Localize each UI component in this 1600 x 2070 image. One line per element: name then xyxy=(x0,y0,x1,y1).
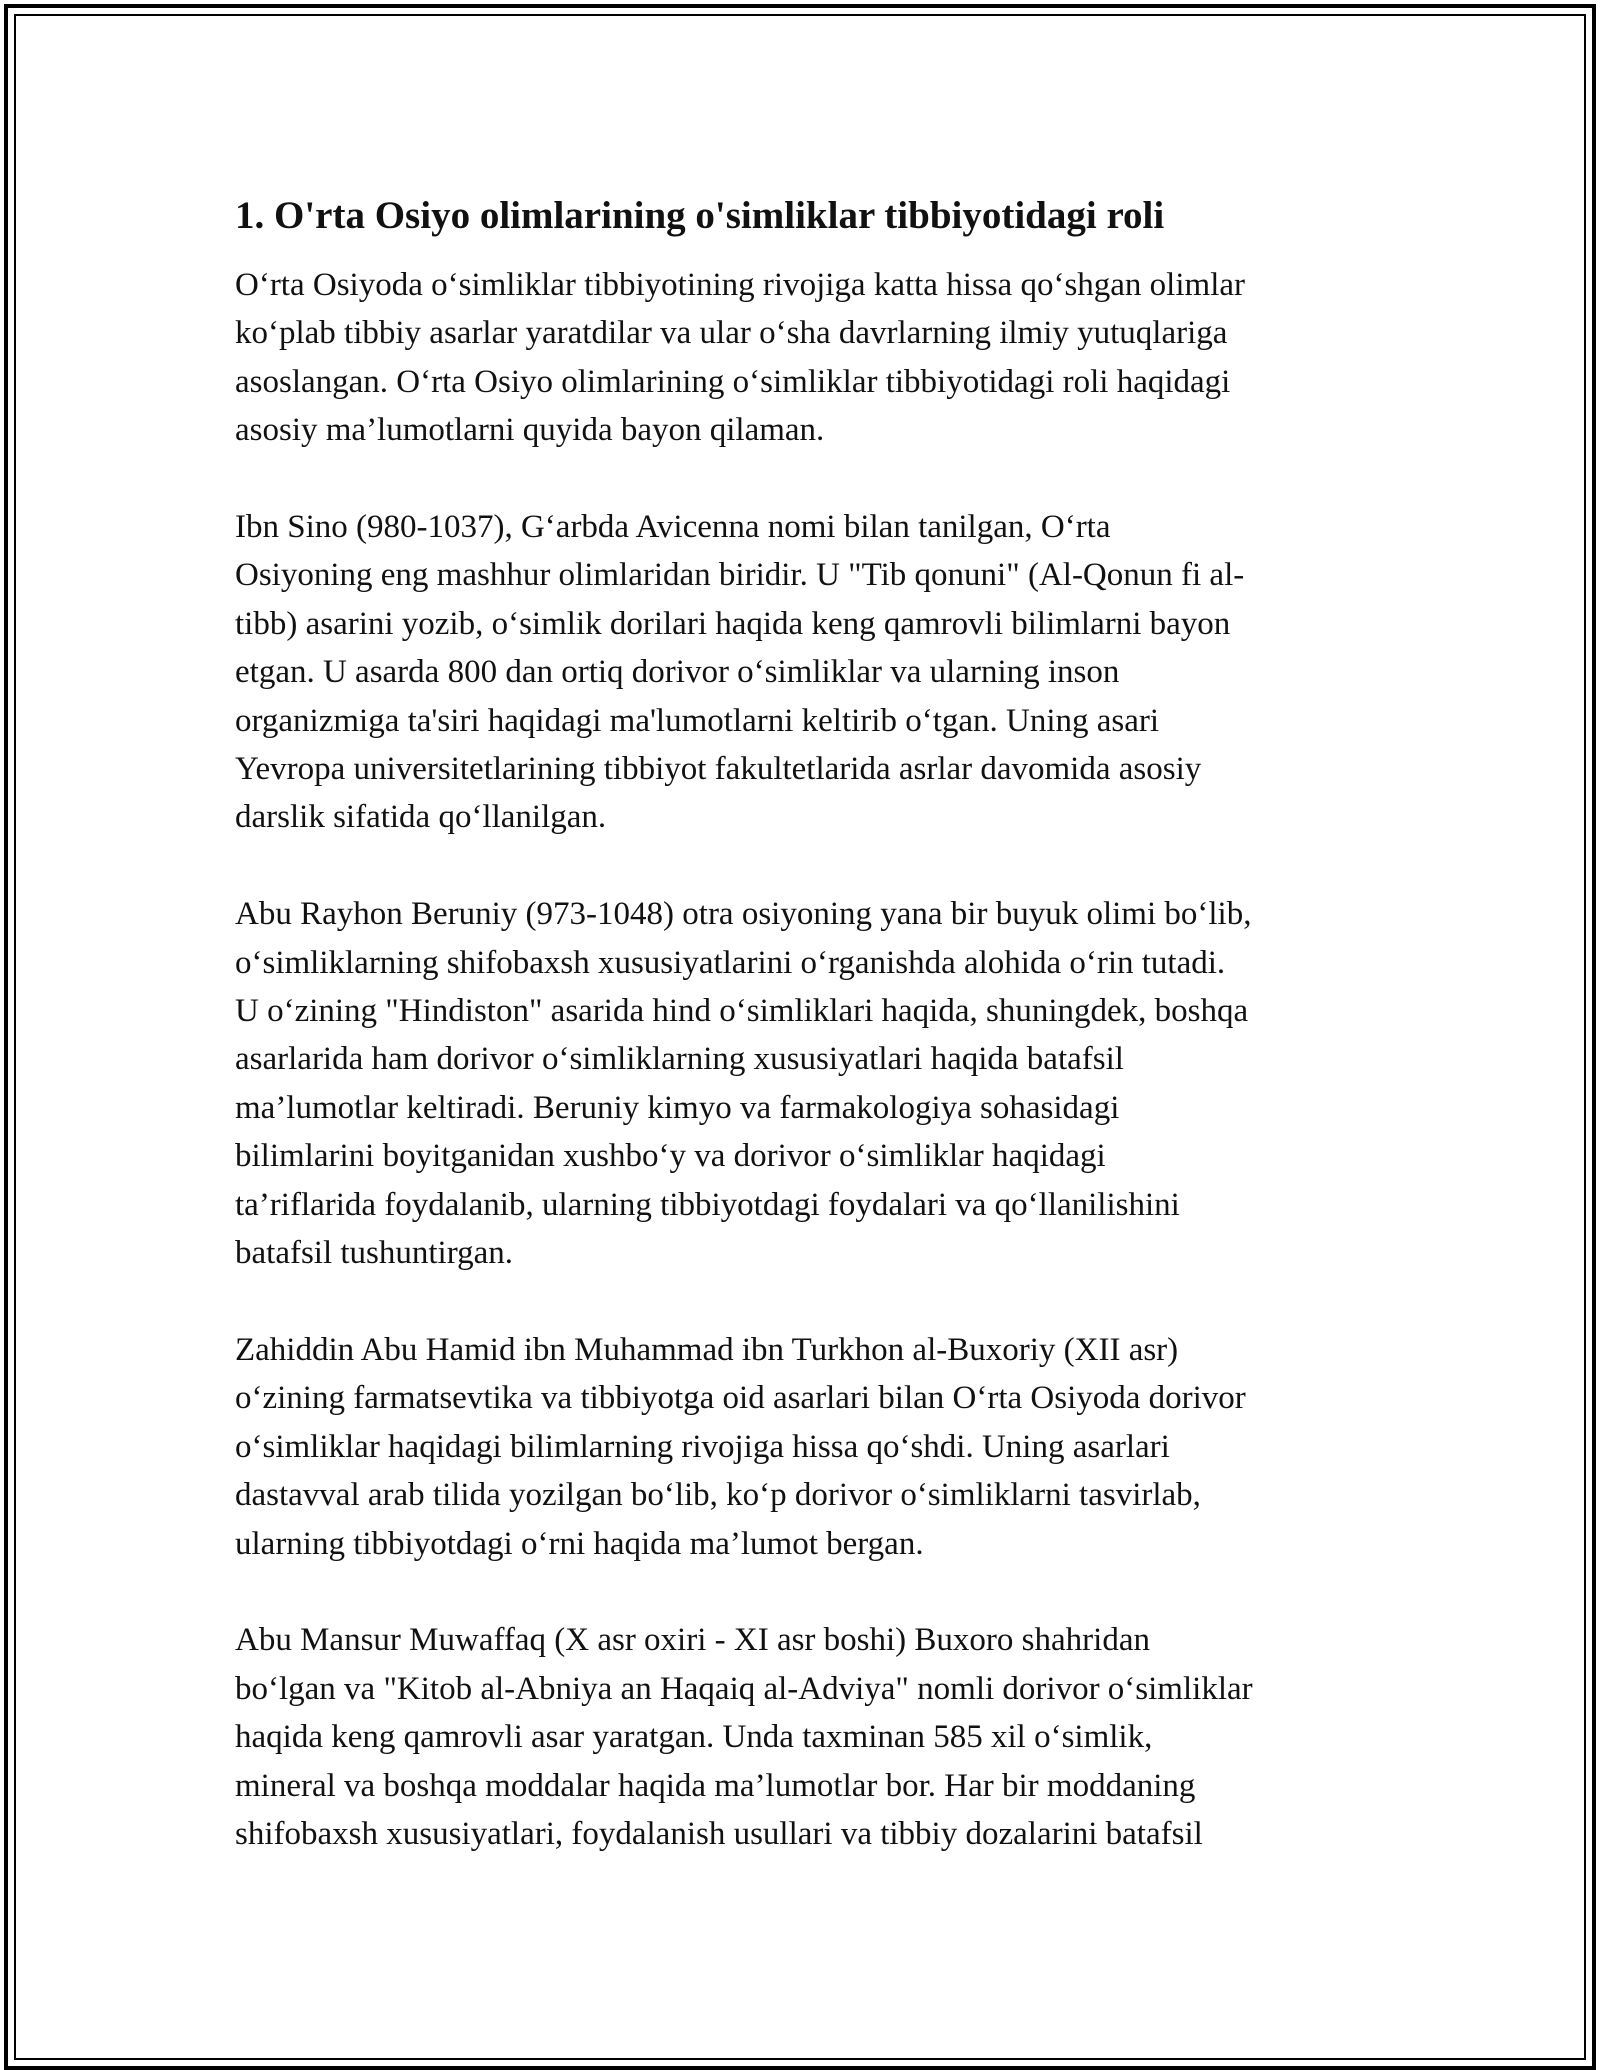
text-line: asoslangan. O‘rta Osiyo olimlarining o‘simliklar tibbiyotidagi roli haqidagi xyxy=(235,363,1231,400)
paragraph xyxy=(235,1326,1370,1568)
text-line: ma’lumotlar keltiradi. Beruniy kimyo va farmakologiya sohasidagi xyxy=(235,1089,1120,1126)
text-line: haqida keng qamrovli asar yaratgan. Unda taxminan 585 xil o‘simlik, xyxy=(235,1719,1153,1756)
text-line: Osiyoning eng mashhur olimlaridan biridir. U "Tib qonuni" (Al-Qonun fi al- xyxy=(235,557,1245,594)
text-line: batafsil tushuntirgan. xyxy=(235,1235,514,1272)
text-line: organizmiga ta'siri haqidagi ma'lumotlarni keltirib o‘tgan. Uning asari xyxy=(235,702,1160,739)
text-line: etgan. U asarda 800 dan ortiq dorivor o‘simliklar va ularning inson xyxy=(235,654,1120,691)
text-line: mineral va boshqa moddalar haqida ma’lumotlar bor. Har bir moddaning xyxy=(235,1767,1196,1804)
text-line: darslik sifatida qo‘llanilgan. xyxy=(235,799,607,836)
paragraph-list xyxy=(235,261,1370,1858)
text-line: o‘zining farmatsevtika va tibbiyotga oid asarlari bilan O‘rta Osiyoda dorivor xyxy=(235,1380,1246,1417)
text-line: Abu Rayhon Beruniy (973-1048) otra osiyoning yana bir buyuk olimi bo‘lib, xyxy=(235,896,1252,933)
text-line: Yevropa universitetlarining tibbiyot fakultetlarida asrlar davomida asosiy xyxy=(235,751,1202,788)
text-line: bo‘lgan va "Kitob al-Abniya an Haqaiq al-Adviya" nomli dorivor o‘simliklar xyxy=(235,1670,1253,1707)
text-line: U o‘zining "Hindiston" asarida hind o‘simliklari haqida, shuningdek, boshqa xyxy=(235,993,1249,1030)
text-line: bilimlarini boyitganidan xushbo‘y va dorivor o‘simliklar haqidagi xyxy=(235,1138,1106,1175)
text-line: o‘simliklar haqidagi bilimlarning rivojiga hissa qo‘shdi. Uning asarlari xyxy=(235,1428,1170,1465)
text-line: dastavval arab tilida yozilgan bo‘lib, ko‘p dorivor o‘simliklarni tasvirlab, xyxy=(235,1477,1201,1514)
text-line: Abu Mansur Muwaffaq (X asr oxiri - XI asr boshi) Buxoro shahridan xyxy=(235,1622,1150,1659)
text-line: ta’riflarida foydalanib, ularning tibbiyotdagi foydalari va qo‘llanilishini xyxy=(235,1186,1180,1223)
text-line: asosiy ma’lumotlarni quyida bayon qilaman. xyxy=(235,412,825,449)
document-body xyxy=(235,185,1370,1907)
text-line: o‘simliklarning shifobaxsh xususiyatlarini o‘rganishda alohida o‘rin tutadi. xyxy=(235,944,1226,981)
paragraph xyxy=(235,1616,1370,1858)
text-line: Zahiddin Abu Hamid ibn Muhammad ibn Turkhon al-Buxoriy (XII asr) xyxy=(235,1331,1179,1368)
text-line: tibb) asarini yozib, o‘simlik dorilari haqida keng qamrovli bilimlarni bayon xyxy=(235,605,1231,642)
text-line: ko‘plab tibbiy asarlar yaratdilar va ular o‘sha davrlarning ilmiy yutuqlariga xyxy=(235,315,1228,352)
text-line: asarlarida ham dorivor o‘simliklarning xususiyatlari haqida batafsil xyxy=(235,1041,1124,1078)
text-line: shifobaxsh xususiyatlari, foydalanish usullari va tibbiy dozalarini batafsil xyxy=(235,1815,1203,1852)
paragraph xyxy=(235,503,1370,842)
text-line: Ibn Sino (980-1037), G‘arbda Avicenna nomi bilan tanilgan, O‘rta xyxy=(235,509,1111,546)
paragraph xyxy=(235,890,1370,1277)
text-line: O‘rta Osiyoda o‘simliklar tibbiyotining rivojiga katta hissa qo‘shgan olimlar xyxy=(235,267,1245,303)
paragraph xyxy=(235,261,1370,455)
section-heading: 1. O'rta Osiyo olimlarining o'simliklar tibbiyotidagi roli xyxy=(235,194,1165,237)
text-line: ularning tibbiyotdagi o‘rni haqida ma’lumot bergan. xyxy=(235,1525,924,1562)
